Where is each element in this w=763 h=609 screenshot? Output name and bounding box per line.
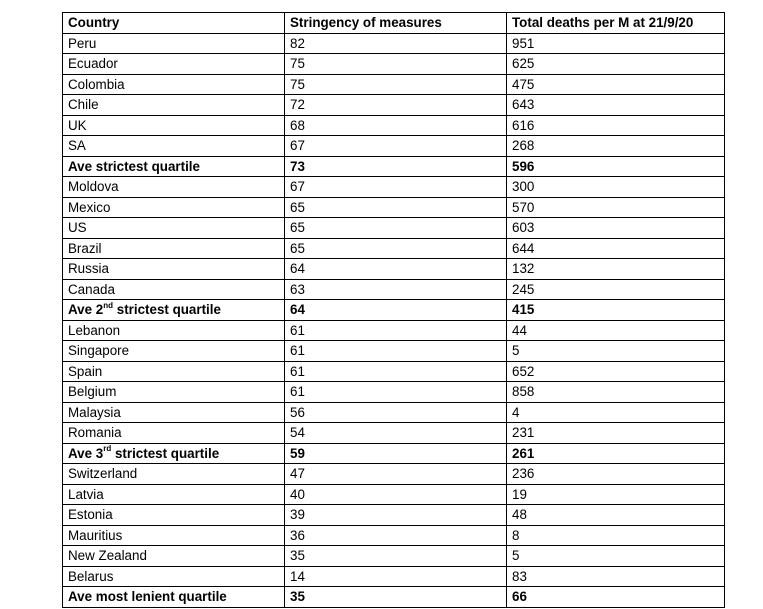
table-row bbox=[63, 259, 725, 280]
table-row bbox=[63, 115, 725, 136]
cell-stringency: 39 bbox=[285, 505, 507, 526]
cell-country: Singapore bbox=[63, 341, 285, 362]
cell-total-deaths: 475 bbox=[507, 74, 725, 95]
cell-stringency: 35 bbox=[285, 587, 507, 608]
table-row bbox=[63, 74, 725, 95]
cell-stringency: 65 bbox=[285, 238, 507, 259]
cell-stringency: 75 bbox=[285, 74, 507, 95]
cell-total-deaths: 231 bbox=[507, 423, 725, 444]
cell-total-deaths: 8 bbox=[507, 525, 725, 546]
cell-country: New Zealand bbox=[63, 546, 285, 567]
cell-country: Spain bbox=[63, 361, 285, 382]
table-row bbox=[63, 546, 725, 567]
table-row bbox=[63, 279, 725, 300]
table-row bbox=[63, 505, 725, 526]
cell-total-deaths: 644 bbox=[507, 238, 725, 259]
cell-country: Latvia bbox=[63, 484, 285, 505]
table-row bbox=[63, 484, 725, 505]
cell-country: Canada bbox=[63, 279, 285, 300]
cell-total-deaths: 236 bbox=[507, 464, 725, 485]
cell-country: Estonia bbox=[63, 505, 285, 526]
cell-country: SA bbox=[63, 136, 285, 157]
cell-total-deaths: 625 bbox=[507, 54, 725, 75]
cell-country: US bbox=[63, 218, 285, 239]
cell-country: Russia bbox=[63, 259, 285, 280]
table-row bbox=[63, 177, 725, 198]
cell-total-deaths: 596 bbox=[507, 156, 725, 177]
cell-total-deaths: 5 bbox=[507, 341, 725, 362]
cell-total-deaths: 66 bbox=[507, 587, 725, 608]
cell-total-deaths: 4 bbox=[507, 402, 725, 423]
cell-country: Belarus bbox=[63, 566, 285, 587]
cell-stringency: 59 bbox=[285, 443, 507, 464]
cell-country: Colombia bbox=[63, 74, 285, 95]
cell-total-deaths: 643 bbox=[507, 95, 725, 116]
cell-country: Switzerland bbox=[63, 464, 285, 485]
header-total-deaths: Total deaths per M at 21/9/20 bbox=[507, 13, 725, 34]
cell-stringency: 14 bbox=[285, 566, 507, 587]
table-row bbox=[63, 54, 725, 75]
cell-country: Moldova bbox=[63, 177, 285, 198]
cell-stringency: 73 bbox=[285, 156, 507, 177]
cell-total-deaths: 83 bbox=[507, 566, 725, 587]
cell-total-deaths: 415 bbox=[507, 300, 725, 321]
cell-stringency: 64 bbox=[285, 259, 507, 280]
cell-total-deaths: 19 bbox=[507, 484, 725, 505]
table-row bbox=[63, 218, 725, 239]
cell-total-deaths: 858 bbox=[507, 382, 725, 403]
cell-country: Ave strictest quartile bbox=[63, 156, 285, 177]
cell-stringency: 64 bbox=[285, 300, 507, 321]
cell-country: Mexico bbox=[63, 197, 285, 218]
cell-stringency: 82 bbox=[285, 33, 507, 54]
table-row bbox=[63, 320, 725, 341]
cell-stringency: 65 bbox=[285, 197, 507, 218]
cell-stringency: 40 bbox=[285, 484, 507, 505]
cell-country-ordinal: nd bbox=[103, 300, 114, 310]
table-row bbox=[63, 197, 725, 218]
cell-total-deaths: 300 bbox=[507, 177, 725, 198]
cell-total-deaths: 603 bbox=[507, 218, 725, 239]
table-row bbox=[63, 566, 725, 587]
cell-stringency: 61 bbox=[285, 341, 507, 362]
table-row-summary bbox=[63, 587, 725, 608]
table-row bbox=[63, 95, 725, 116]
table-body bbox=[63, 33, 725, 607]
cell-stringency: 56 bbox=[285, 402, 507, 423]
cell-country: UK bbox=[63, 115, 285, 136]
cell-total-deaths: 616 bbox=[507, 115, 725, 136]
table-row bbox=[63, 341, 725, 362]
cell-country: Chile bbox=[63, 95, 285, 116]
cell-total-deaths: 245 bbox=[507, 279, 725, 300]
table-row-summary bbox=[63, 156, 725, 177]
cell-total-deaths: 570 bbox=[507, 197, 725, 218]
table-row bbox=[63, 525, 725, 546]
cell-country: Ave most lenient quartile bbox=[63, 587, 285, 608]
cell-stringency: 54 bbox=[285, 423, 507, 444]
cell-total-deaths: 132 bbox=[507, 259, 725, 280]
cell-country-suffix: strictest quartile bbox=[111, 445, 220, 461]
header-country: Country bbox=[63, 13, 285, 34]
table-row-summary bbox=[63, 300, 725, 321]
cell-stringency: 67 bbox=[285, 136, 507, 157]
cell-country-prefix: Ave 3 bbox=[68, 445, 104, 461]
cell-country bbox=[63, 300, 285, 321]
cell-stringency: 67 bbox=[285, 177, 507, 198]
stringency-deaths-table bbox=[62, 12, 725, 608]
cell-total-deaths: 261 bbox=[507, 443, 725, 464]
table-row-summary bbox=[63, 443, 725, 464]
cell-total-deaths: 48 bbox=[507, 505, 725, 526]
cell-stringency: 35 bbox=[285, 546, 507, 567]
table-row bbox=[63, 361, 725, 382]
table-row bbox=[63, 382, 725, 403]
cell-total-deaths: 5 bbox=[507, 546, 725, 567]
cell-stringency: 47 bbox=[285, 464, 507, 485]
table-row bbox=[63, 136, 725, 157]
cell-country: Ecuador bbox=[63, 54, 285, 75]
table-row bbox=[63, 33, 725, 54]
cell-country-suffix: strictest quartile bbox=[113, 302, 221, 318]
cell-country: Romania bbox=[63, 423, 285, 444]
cell-stringency: 61 bbox=[285, 361, 507, 382]
cell-country-ordinal: rd bbox=[103, 444, 112, 454]
table-row bbox=[63, 238, 725, 259]
cell-country: Mauritius bbox=[63, 525, 285, 546]
cell-stringency: 75 bbox=[285, 54, 507, 75]
cell-country: Brazil bbox=[63, 238, 285, 259]
cell-country bbox=[63, 443, 285, 464]
cell-stringency: 36 bbox=[285, 525, 507, 546]
cell-stringency: 63 bbox=[285, 279, 507, 300]
cell-total-deaths: 44 bbox=[507, 320, 725, 341]
cell-country: Belgium bbox=[63, 382, 285, 403]
cell-stringency: 65 bbox=[285, 218, 507, 239]
cell-total-deaths: 268 bbox=[507, 136, 725, 157]
table-row bbox=[63, 464, 725, 485]
cell-country-prefix: Ave 2 bbox=[68, 302, 104, 318]
cell-total-deaths: 951 bbox=[507, 33, 725, 54]
table-row bbox=[63, 402, 725, 423]
table-row bbox=[63, 423, 725, 444]
cell-country: Malaysia bbox=[63, 402, 285, 423]
table-header-row bbox=[63, 13, 725, 34]
cell-stringency: 61 bbox=[285, 382, 507, 403]
cell-country: Lebanon bbox=[63, 320, 285, 341]
header-stringency: Stringency of measures bbox=[285, 13, 507, 34]
cell-total-deaths: 652 bbox=[507, 361, 725, 382]
cell-stringency: 72 bbox=[285, 95, 507, 116]
cell-stringency: 68 bbox=[285, 115, 507, 136]
cell-country: Peru bbox=[63, 33, 285, 54]
cell-stringency: 61 bbox=[285, 320, 507, 341]
